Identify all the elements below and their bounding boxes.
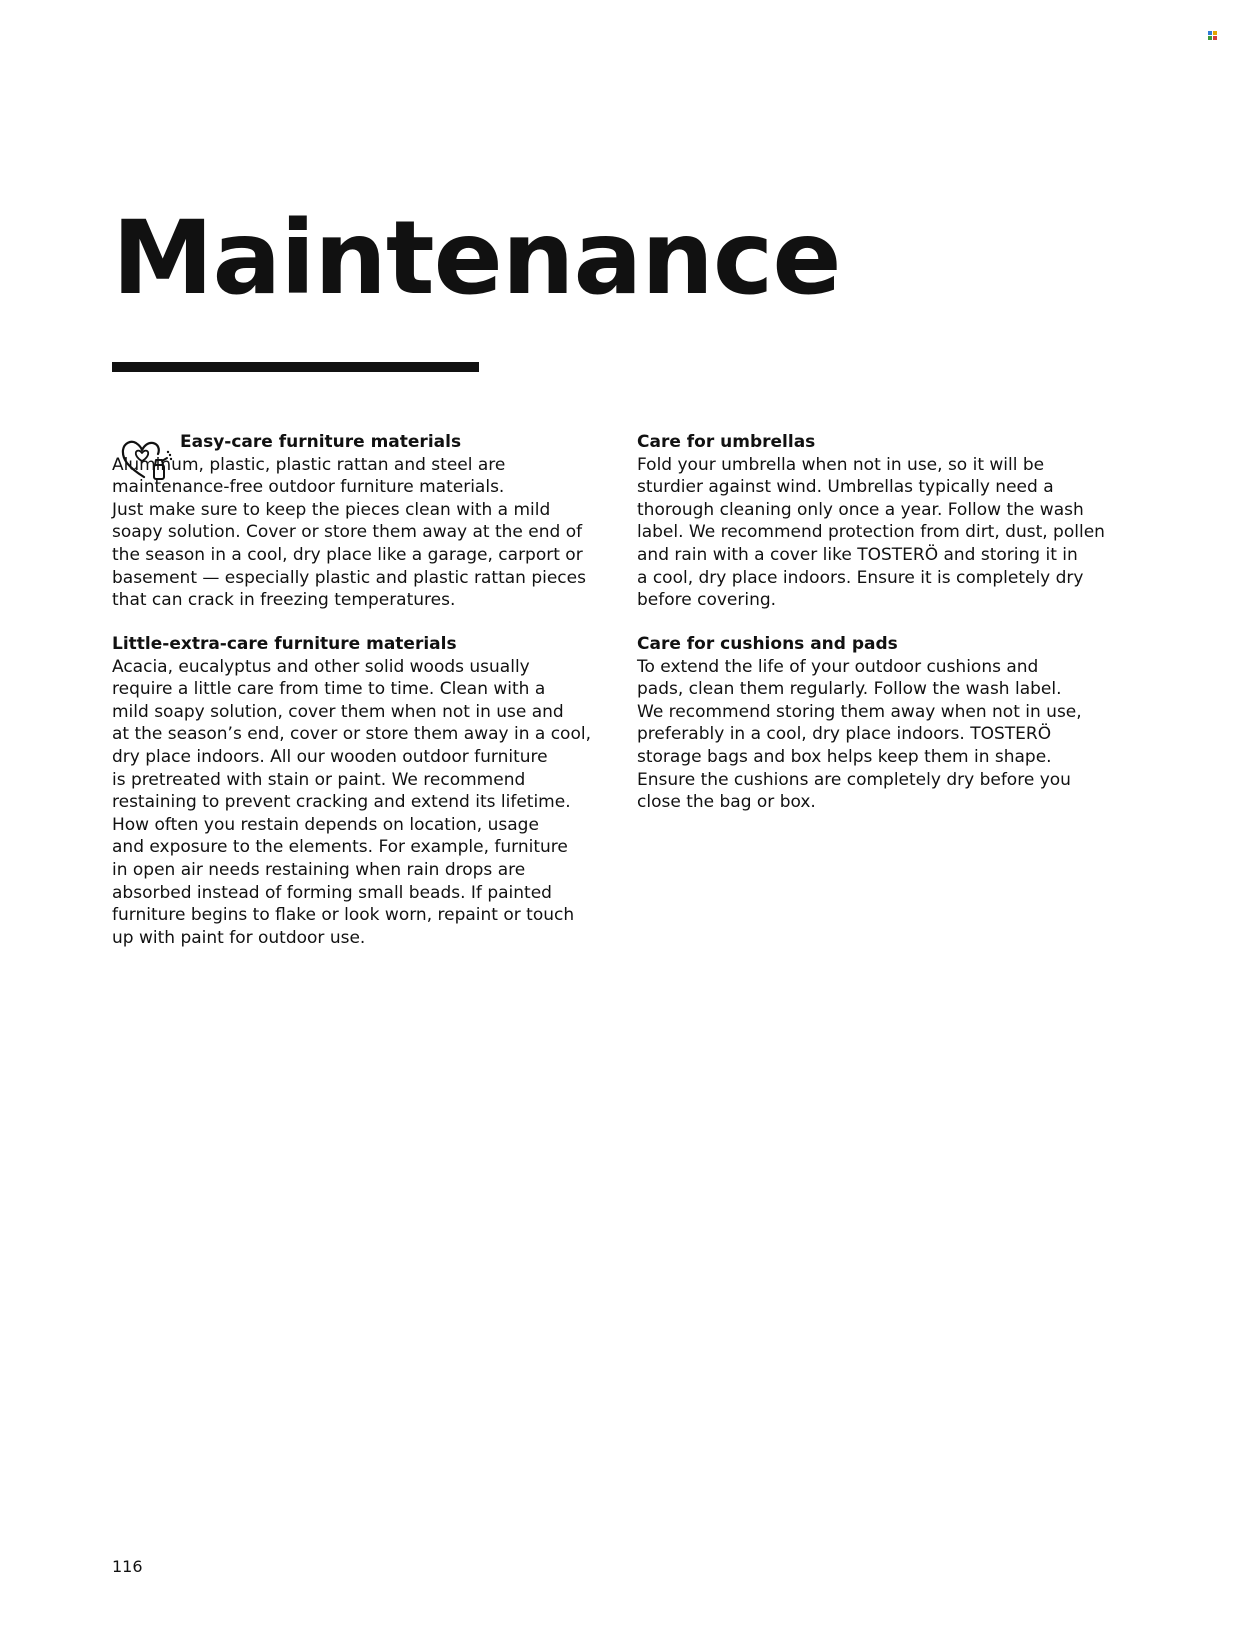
section-heading: Care for umbrellas (637, 432, 816, 452)
section-body: Fold your umbrella when not in use, so it will be sturdier against wind. Umbrellas typically need a thorough cleaning only once a year. Follow the wash label. We recommend protection from dirt, dust, pollen and rain with a cover like TOSTERÖ and storing it in a cool, dry place indoors. Ensure it is completely dry before covering. (637, 454, 1105, 611)
page-number: 116 (112, 1557, 143, 1576)
section-heading: Care for cushions and pads (637, 634, 898, 654)
section-umbrellas (637, 431, 1127, 612)
section-body: Acacia, eucalyptus and other solid woods usually require a little care from time to time. Clean with a mild soapy solution, cover them when not in use and at the season’s end, cover or store them away in a cool, dry place indoors. All our wooden outdoor furniture is pretreated with stain or paint. We recommend restaining to prevent cracking and extend its lifetime. How often you restain depends on location, usage and exposure to the elements. For example, furniture in open air needs restaining when rain drops are absorbed instead of forming small beads. If painted furniture begins to flake or look worn, repaint or touch up with paint for outdoor use. (112, 656, 591, 948)
section-little-extra-care (112, 633, 602, 949)
title-rule (112, 362, 479, 372)
section-cushions (637, 633, 1127, 814)
page-title: Maintenance (112, 199, 841, 318)
corner-color-mark (1208, 31, 1217, 40)
section-heading: Little-extra-care furniture materials (112, 634, 457, 654)
section-heading: Easy-care furniture materials (180, 432, 462, 452)
section-body: Aluminum, plastic, plastic rattan and steel are maintenance-free outdoor furniture materials. Just make sure to keep the pieces clean with a mild soapy solution. Cover or store them away at the end of the season in a cool, dry place like a garage, carport or basement — especially plastic and plastic rattan pieces that can crack in freezing temperatures. (112, 454, 586, 611)
section-easy-care (112, 431, 602, 612)
section-body: To extend the life of your outdoor cushions and pads, clean them regularly. Follow the wash label. We recommend storing them away when not in use, preferably in a cool, dry place indoors. TOSTERÖ storage bags and box helps keep them in shape. Ensure the cushions are completely dry before you close the bag or box. (637, 656, 1082, 813)
